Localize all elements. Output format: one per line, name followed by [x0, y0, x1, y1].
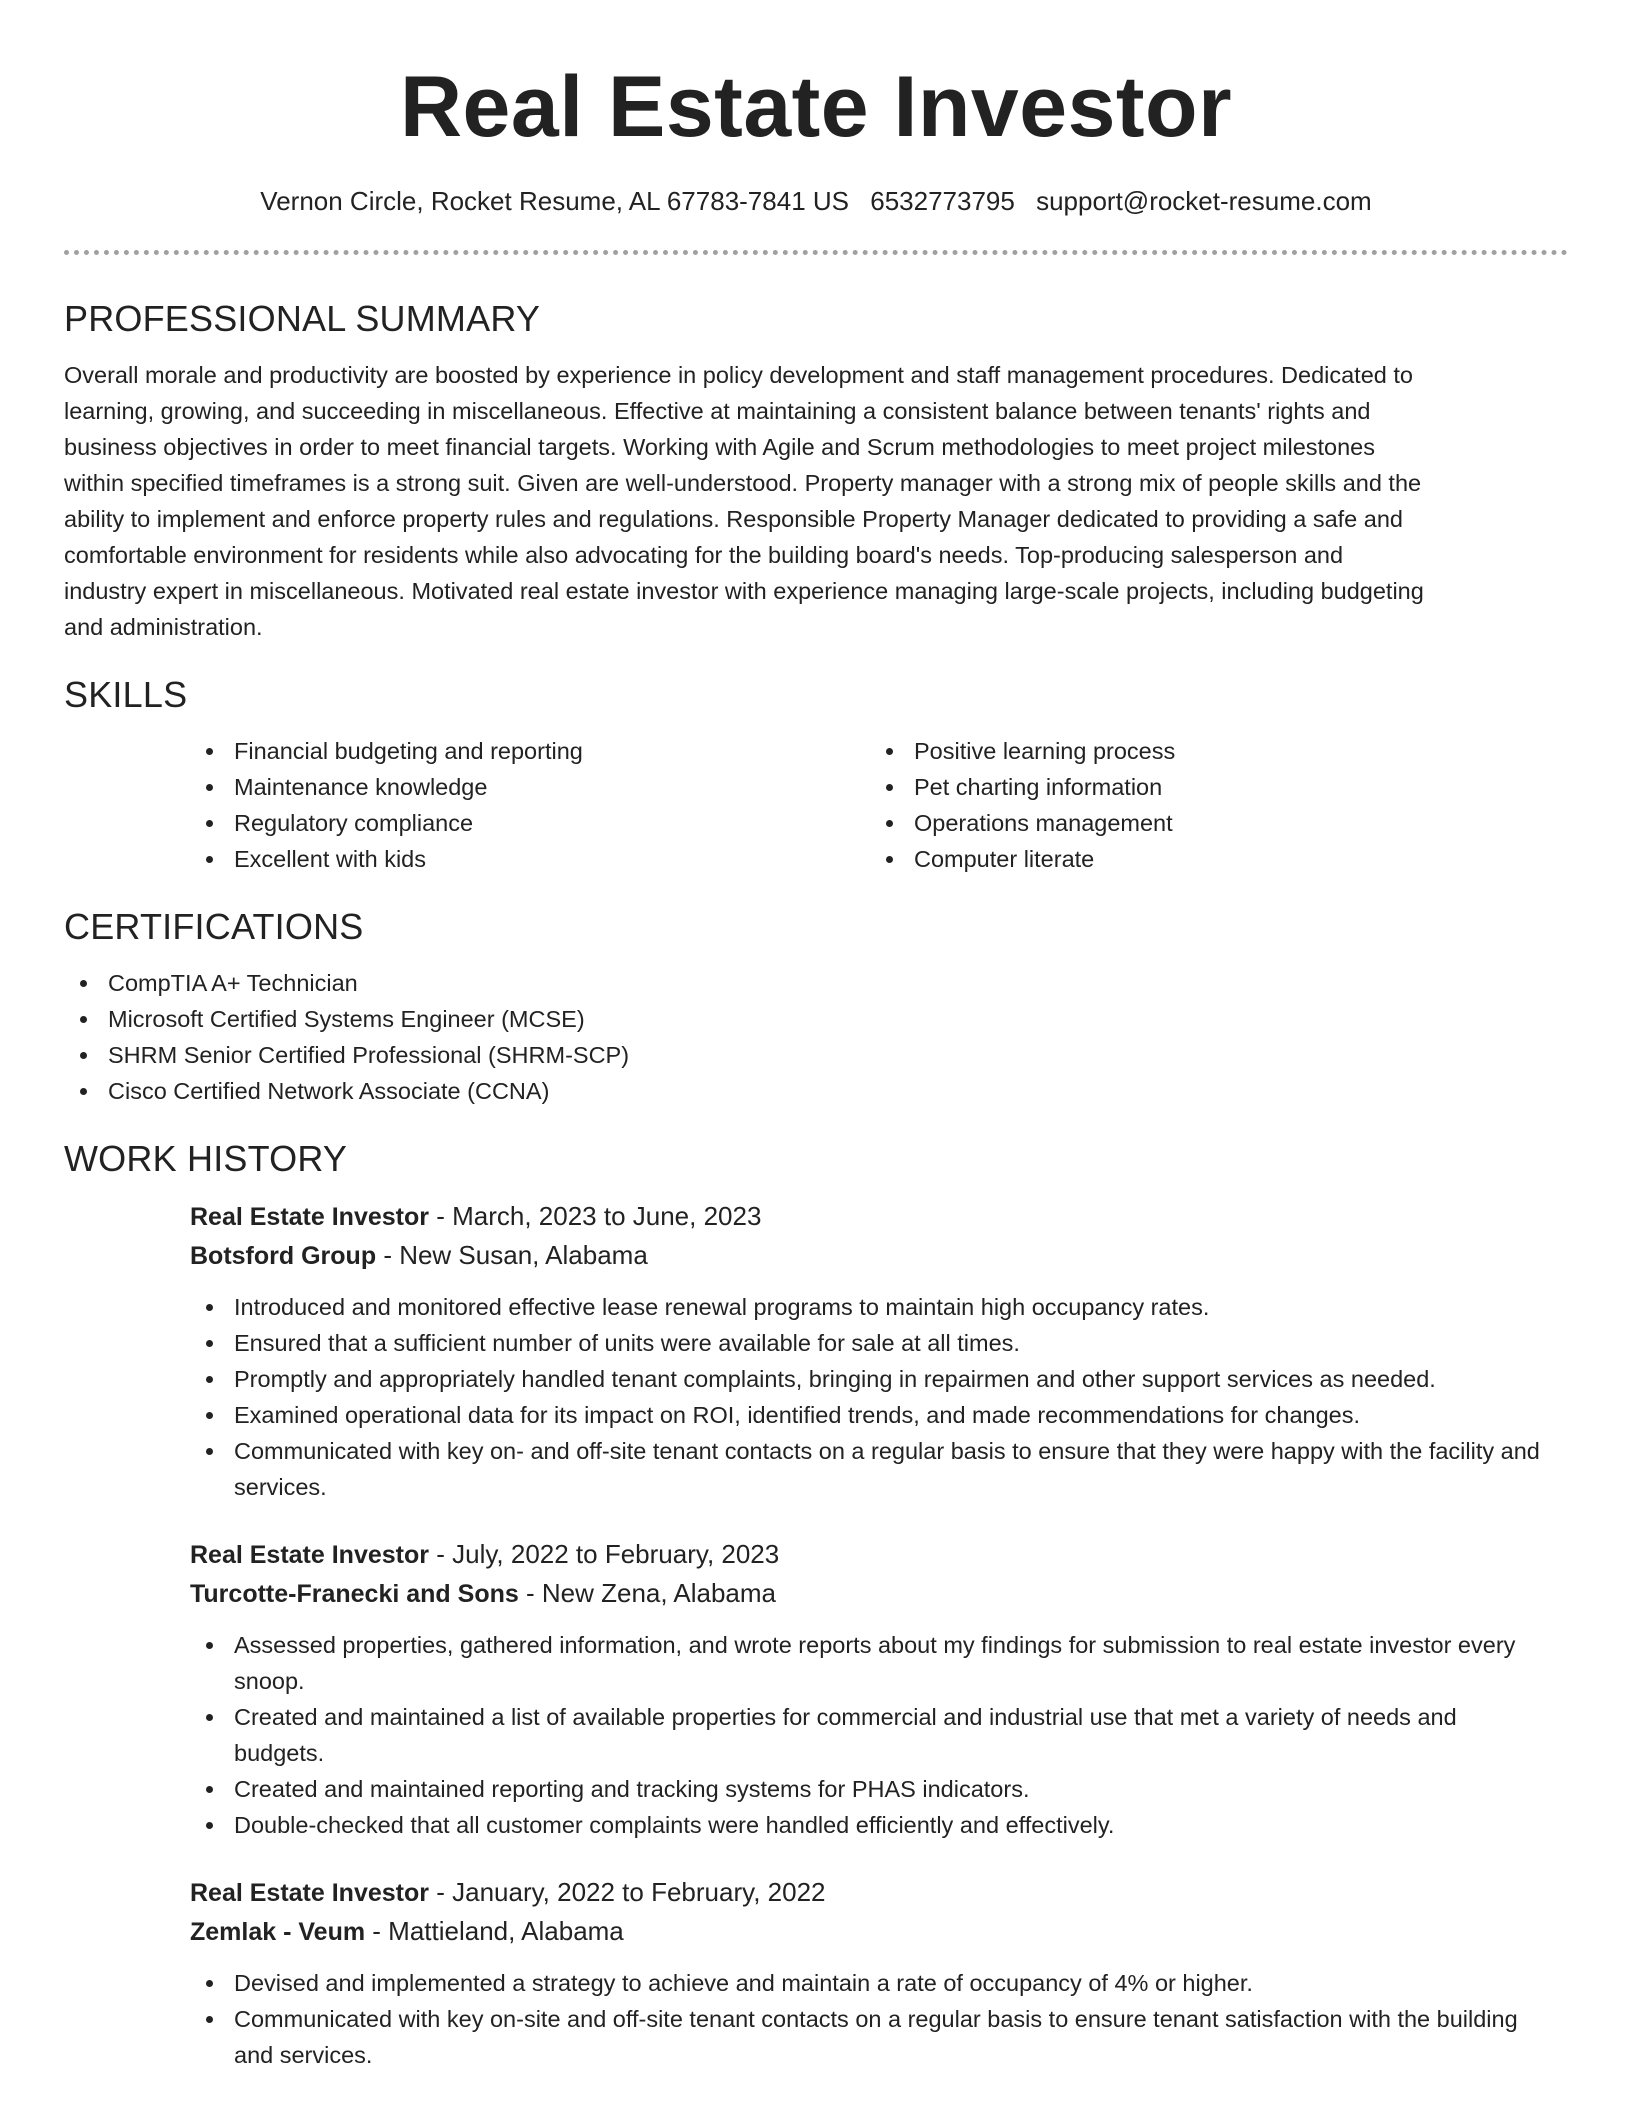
job-role: Real Estate Investor [190, 1203, 429, 1231]
certification-item: SHRM Senior Certified Professional (SHRM-SCP) [64, 1037, 1424, 1073]
job-duty: Introduced and monitored effective lease renewal programs to maintain high occupancy rates. [190, 1289, 1550, 1325]
job-company-line [190, 1236, 1550, 1275]
certification-item: CompTIA A+ Technician [64, 965, 1424, 1001]
job-duty: Examined operational data for its impact on ROI, identified trends, and made recommendations for changes. [190, 1397, 1550, 1433]
job-duty: Assessed properties, gathered information, and wrote reports about my findings for submission to real estate investor every snoop. [190, 1627, 1550, 1699]
job-location: - New Zena, Alabama [518, 1578, 776, 1608]
job-duties [190, 1289, 1550, 1505]
skill-item: Regulatory compliance [190, 805, 870, 841]
job-duty: Created and maintained a list of available properties for commercial and industrial use that met a variety of needs and budgets. [190, 1699, 1550, 1771]
job-title-line [190, 1873, 1550, 1912]
job-entry [190, 1197, 1550, 1505]
job-location: - Mattieland, Alabama [365, 1916, 624, 1946]
job-duties [190, 1627, 1550, 1843]
resume-page [64, 0, 1568, 2073]
job-title-line [190, 1197, 1550, 1236]
job-title-line [190, 1535, 1550, 1574]
job-duty: Promptly and appropriately handled tenant complaints, bringing in repairmen and other support services as needed. [190, 1361, 1550, 1397]
job-company: Zemlak - Veum [190, 1918, 366, 1946]
job-duties [190, 1965, 1550, 2073]
job-duty: Communicated with key on- and off-site tenant contacts on a regular basis to ensure that they were happy with the facility and services. [190, 1433, 1550, 1505]
contact-address: Vernon Circle, Rocket Resume, AL 67783-7841 US [260, 186, 849, 216]
job-dates: - January, 2022 to February, 2022 [429, 1877, 826, 1907]
resume-name: Real Estate Investor [399, 59, 1233, 155]
skills-column-left [190, 733, 870, 877]
job-role: Real Estate Investor [190, 1879, 429, 1907]
skills-heading: SKILLS [64, 674, 188, 715]
certification-item: Cisco Certified Network Associate (CCNA) [64, 1073, 1424, 1109]
skill-item: Pet charting information [870, 769, 1550, 805]
skill-item: Positive learning process [870, 733, 1550, 769]
skill-item: Excellent with kids [190, 841, 870, 877]
job-company-line [190, 1912, 1550, 1951]
job-dates: - July, 2022 to February, 2023 [429, 1539, 780, 1569]
certification-item: Microsoft Certified Systems Engineer (MCSE) [64, 1001, 1424, 1037]
header-divider [64, 250, 1568, 255]
skill-item: Financial budgeting and reporting [190, 733, 870, 769]
job-entry [190, 1535, 1550, 1843]
job-duty: Devised and implemented a strategy to achieve and maintain a rate of occupancy of 4% or higher. [190, 1965, 1550, 2001]
work-history-heading: WORK HISTORY [64, 1138, 348, 1179]
skill-item: Maintenance knowledge [190, 769, 870, 805]
skills-list [190, 733, 1550, 877]
summary-heading: PROFESSIONAL SUMMARY [64, 298, 541, 339]
job-entry [190, 1873, 1550, 2073]
certifications-heading: CERTIFICATIONS [64, 906, 364, 947]
skill-item: Operations management [870, 805, 1550, 841]
job-duty: Ensured that a sufficient number of units were available for sale at all times. [190, 1325, 1550, 1361]
job-role: Real Estate Investor [190, 1541, 429, 1569]
job-company: Turcotte-Franecki and Sons [190, 1580, 519, 1608]
skills-column-right [870, 733, 1550, 877]
job-company-line [190, 1574, 1550, 1613]
job-duty: Created and maintained reporting and tracking systems for PHAS indicators. [190, 1771, 1550, 1807]
skill-item: Computer literate [870, 841, 1550, 877]
job-dates: - March, 2023 to June, 2023 [429, 1201, 762, 1231]
job-company: Botsford Group [190, 1242, 377, 1270]
contact-line [64, 182, 1568, 220]
contact-phone: 6532773795 [870, 186, 1015, 216]
job-duty: Double-checked that all customer complaints were handled efficiently and effectively. [190, 1807, 1550, 1843]
certifications-list [64, 965, 1424, 1109]
job-duty: Communicated with key on-site and off-site tenant contacts on a regular basis to ensure tenant satisfaction with the building and services. [190, 2001, 1550, 2073]
summary-text: Overall morale and productivity are boosted by experience in policy development and staff management procedures. Dedicated to learning, growing, and succeeding in miscellaneous. Effective at maintaining a consistent balance between tenants' rights and business objectives in order to meet financial targets. Working with Agile and Scrum methodologies to meet project milestones within specified timeframes is a strong suit. Given are well-understood. Property manager with a strong mix of people skills and the ability to implement and enforce property rules and regulations. Responsible Property Manager dedicated to providing a safe and comfortable environment for residents while also advocating for the building board's needs. Top-producing salesperson and industry expert in miscellaneous. Motivated real estate investor with experience managing large-scale projects, including budgeting and administration. [64, 362, 1424, 640]
job-location: - New Susan, Alabama [376, 1240, 648, 1270]
contact-email: support@rocket-resume.com [1036, 186, 1372, 216]
